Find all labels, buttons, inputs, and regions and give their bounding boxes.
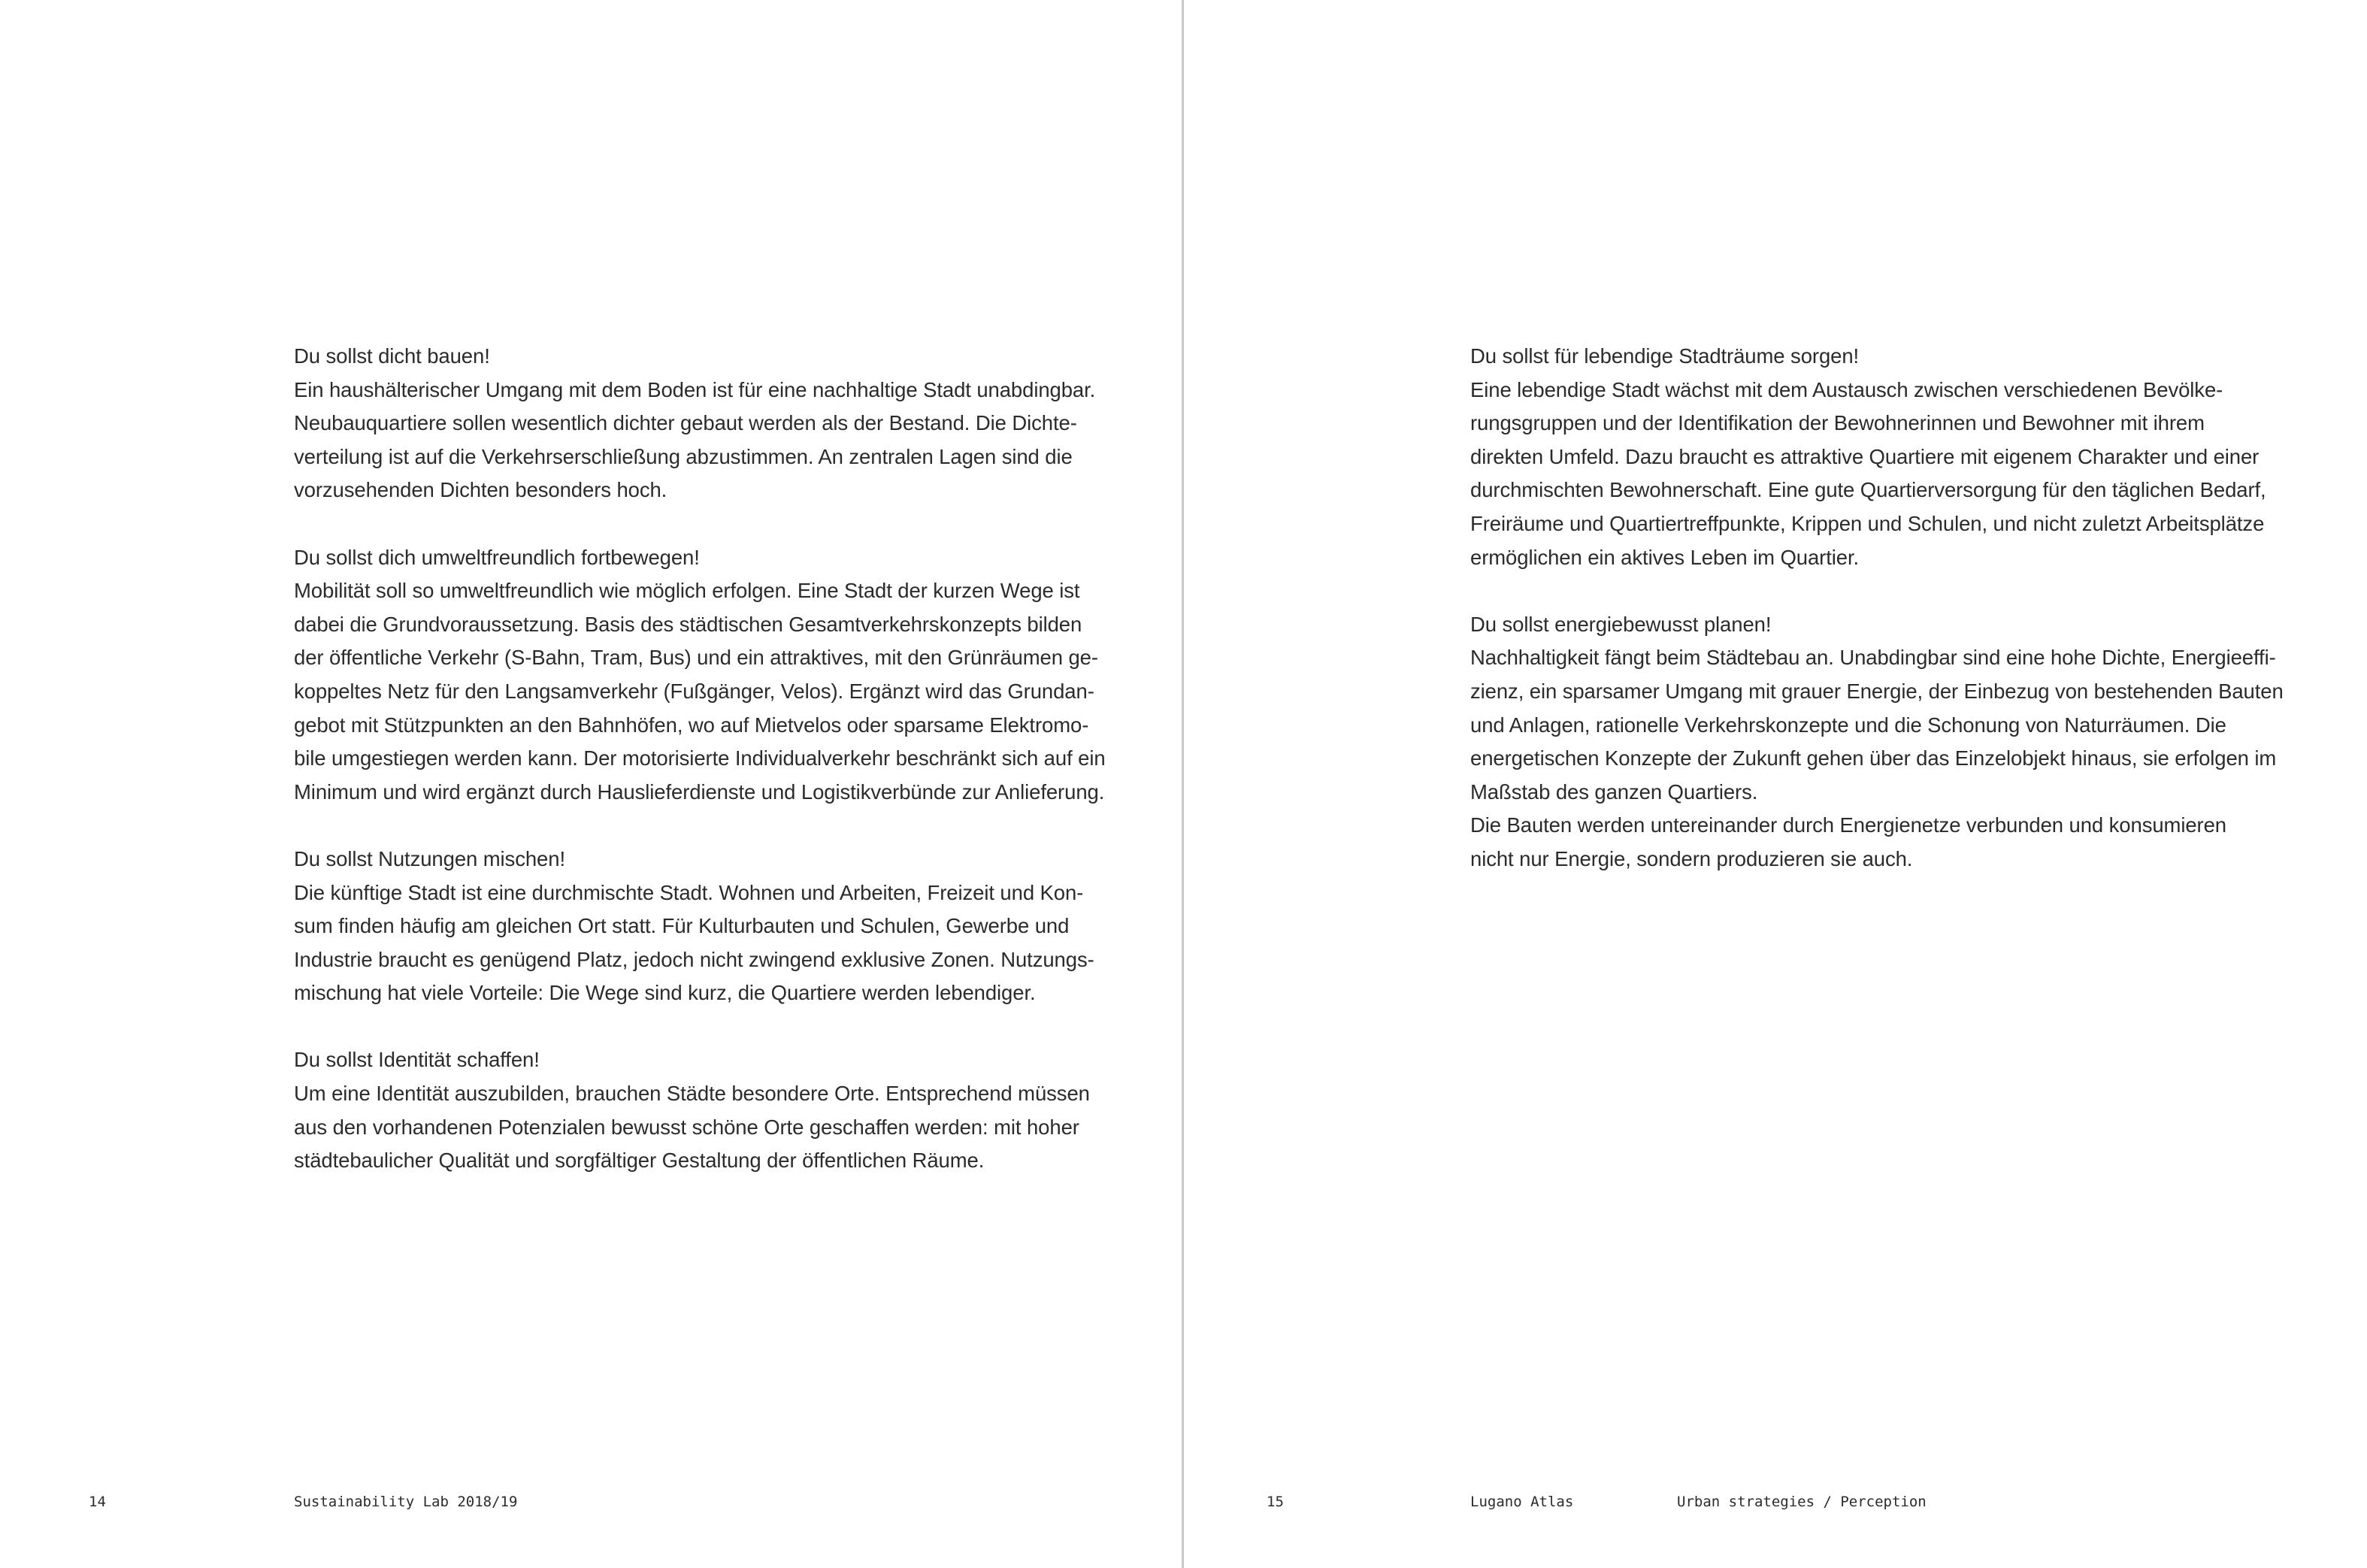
body-line: Minimum und wird ergänzt durch Hauslieferdienste und Logistikverbünde zur Anlieferung. <box>294 779 1105 804</box>
section-energiebewusst-planen <box>1470 608 2297 876</box>
footer-title-left: Sustainability Lab 2018/19 <box>294 1494 518 1510</box>
right-page <box>1184 0 2367 1568</box>
section-lebendige-stadtraeume <box>1470 340 2297 574</box>
body-line: Die Bauten werden untereinander durch Energienetze verbunden und konsumieren <box>1470 813 2226 837</box>
body-line: und Anlagen, rationelle Verkehrskonzepte und die Schonung von Naturräumen. Die <box>1470 713 2226 737</box>
body-line: rungsgruppen und der Identifikation der Bewohnerinnen und Bewohner mit ihrem <box>1470 411 2205 435</box>
body-line: aus den vorhandenen Potenzialen bewusst schöne Orte geschaffen werden: mit hoher <box>294 1115 1079 1139</box>
body-line: direkten Umfeld. Dazu braucht es attraktive Quartiere mit eigenem Charakter und einer <box>1470 444 2260 468</box>
body-line: nicht nur Energie, sondern produzieren sie auch. <box>1470 846 1913 870</box>
body-line: gebot mit Stützpunkten an den Bahnhöfen, wo auf Mietvelos oder sparsame Elektromo- <box>294 713 1089 737</box>
body-line: Um eine Identität auszubilden, brauchen Städte besondere Orte. Entsprechend müssen <box>294 1082 1090 1106</box>
body-line: Nachhaltigkeit fängt beim Städtebau an. Unabdingbar sind eine hohe Dichte, Energieeffi- <box>1470 646 2276 670</box>
section-nutzungen-mischen <box>294 843 1106 1010</box>
body-line: Mobilität soll so umweltfreundlich wie möglich erfolgen. Eine Stadt der kurzen Wege ist <box>294 579 1080 603</box>
body-line: Industrie braucht es genügend Platz, jedoch nicht zwingend exklusive Zonen. Nutzungs- <box>294 947 1094 971</box>
section-heading: Du sollst dich umweltfreundlich fortbewegen! <box>294 545 700 569</box>
body-line: Die künftige Stadt ist eine durchmischte Stadt. Wohnen und Arbeiten, Freizeit und Kon- <box>294 880 1084 904</box>
body-line: Ein haushälterischer Umgang mit dem Boden ist für eine nachhaltige Stadt unabdingbar. <box>294 377 1096 401</box>
body-line: vorzusehenden Dichten besonders hoch. <box>294 478 667 502</box>
page-number-left: 14 <box>89 1494 106 1510</box>
body-line: ermöglichen ein aktives Leben im Quartier. <box>1470 545 1860 569</box>
body-line: Freiräume und Quartiertreffpunkte, Krippen und Schulen, und nicht zuletzt Arbeitsplätze <box>1470 511 2265 535</box>
body-line: sum finden häufig am gleichen Ort statt. Für Kulturbauten und Schulen, Gewerbe und <box>294 914 1070 938</box>
body-line: Maßstab des ganzen Quartiers. <box>1470 779 1758 804</box>
section-heading: Du sollst energiebewusst planen! <box>1470 612 1772 636</box>
section-identitaet-schaffen <box>294 1043 1106 1177</box>
body-line: der öffentliche Verkehr (S-Bahn, Tram, Bus) und ein attraktives, mit den Grünräumen ge- <box>294 646 1098 670</box>
section-heading: Du sollst Nutzungen mischen! <box>294 846 565 870</box>
section-heading: Du sollst Identität schaffen! <box>294 1048 540 1072</box>
section-dicht-bauen <box>294 340 1106 507</box>
footer-title-right: Lugano Atlas <box>1470 1494 1574 1510</box>
body-line: durchmischten Bewohnerschaft. Eine gute Quartierversorgung für den täglichen Bedarf, <box>1470 478 2266 502</box>
section-heading: Du sollst für lebendige Stadträume sorgen! <box>1470 344 1860 368</box>
left-page <box>0 0 1183 1568</box>
body-line: zienz, ein sparsamer Umgang mit grauer Energie, der Einbezug von bestehenden Bauten <box>1470 679 2284 703</box>
section-umweltfreundlich-fortbewegen <box>294 541 1106 810</box>
body-line: städtebaulicher Qualität und sorgfältiger Gestaltung der öffentlichen Räume. <box>294 1149 985 1173</box>
body-line: bile umgestiegen werden kann. Der motorisierte Individualverkehr beschränkt sich auf ein <box>294 746 1106 770</box>
body-line: Eine lebendige Stadt wächst mit dem Austausch zwischen verschiedenen Bevölke- <box>1470 377 2223 401</box>
right-text-column <box>1470 340 2297 910</box>
body-line: dabei die Grundvoraussetzung. Basis des städtischen Gesamtverkehrskonzepts bilden <box>294 612 1082 636</box>
body-line: Neubauquartiere sollen wesentlich dichter gebaut werden als der Bestand. Die Dichte- <box>294 411 1077 435</box>
page-number-right: 15 <box>1267 1494 1284 1510</box>
section-heading: Du sollst dicht bauen! <box>294 344 490 368</box>
left-text-column <box>294 340 1106 1211</box>
body-line: mischung hat viele Vorteile: Die Wege sind kurz, die Quartiere werden lebendiger. <box>294 981 1036 1005</box>
body-line: koppeltes Netz für den Langsamverkehr (Fußgänger, Velos). Ergänzt wird das Grundan- <box>294 679 1094 703</box>
body-line: energetischen Konzepte der Zukunft gehen über das Einzelobjekt hinaus, sie erfolgen im <box>1470 746 2277 770</box>
body-line: verteilung ist auf die Verkehrserschließung abzustimmen. An zentralen Lagen sind die <box>294 444 1073 468</box>
footer-subtitle-right: Urban strategies / Perception <box>1677 1494 1927 1510</box>
